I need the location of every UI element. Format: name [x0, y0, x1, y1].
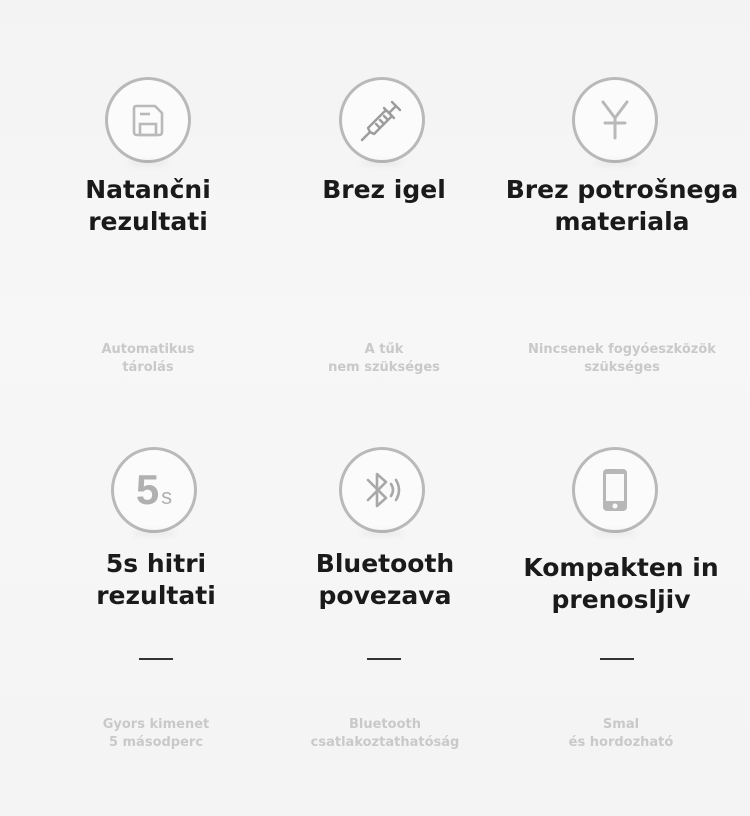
feature-title: Brez potrošnega materiala: [505, 175, 739, 236]
feature-subtitle: Bluetooth csatlakoztathatóság: [310, 717, 460, 750]
phone-icon-circle: [572, 447, 658, 533]
five-seconds-unit: s: [161, 484, 173, 509]
feature-subtitle: Nincsenek fogyóeszközök szükséges: [528, 342, 716, 375]
feature-title: Natančni rezultati: [85, 175, 211, 236]
feature-compact-portable: [496, 0, 746, 816]
divider-dash: [367, 658, 401, 660]
five-seconds-number: 5: [135, 466, 160, 513]
bluetooth-icon: [356, 464, 408, 516]
feature-subtitle: Smal és hordozható: [568, 717, 674, 750]
five-seconds-icon-circle: [111, 447, 197, 533]
bluetooth-icon-circle: [339, 447, 425, 533]
feature-title: Brez igel: [322, 175, 446, 204]
divider-dash: [139, 658, 173, 660]
feature-subtitle: A tűk nem szükséges: [328, 342, 440, 375]
feature-subtitle: Automatikus tárolás: [101, 342, 195, 375]
phone-icon: [595, 465, 635, 515]
feature-fast-results: [31, 0, 281, 816]
feature-title: Kompakten in prenosljiv: [523, 553, 719, 614]
feature-title: Bluetooth povezava: [315, 549, 455, 610]
five-seconds-icon: [136, 466, 172, 514]
feature-title: 5s hitri rezultati: [96, 549, 216, 610]
feature-bluetooth: [260, 0, 510, 816]
divider-dash: [600, 658, 634, 660]
feature-subtitle: Gyors kimenet 5 másodperc: [102, 717, 210, 750]
